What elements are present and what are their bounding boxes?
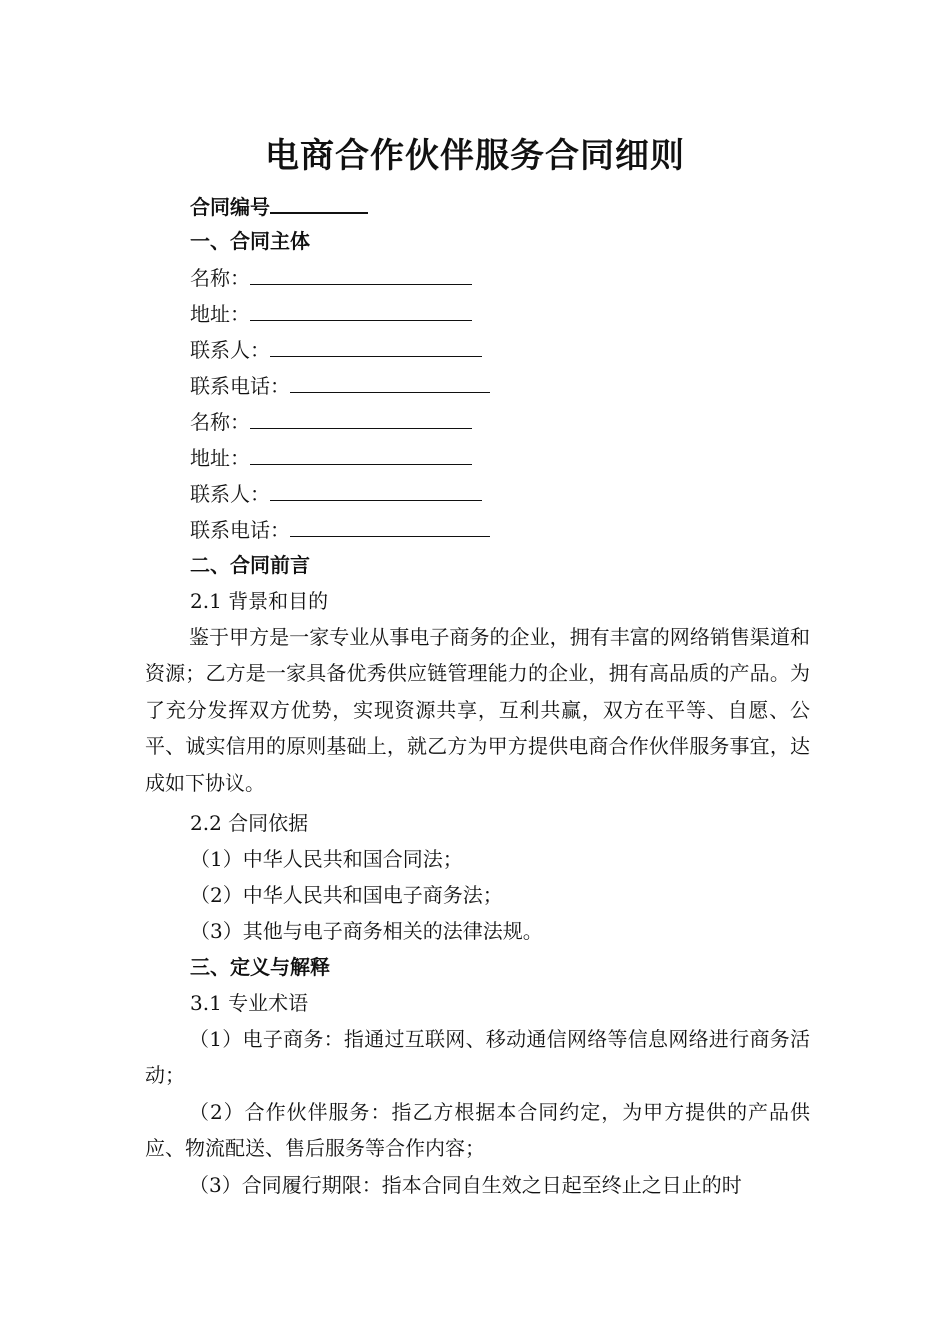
party-a-name-label: 名称： — [190, 266, 250, 290]
party-a-contact-line — [190, 336, 482, 363]
party-b-name-blank — [250, 408, 472, 429]
party-a-name-line — [190, 264, 472, 291]
section2-2-title: 2.2 合同依据 — [190, 811, 309, 835]
section1-heading: 一、合同主体 — [190, 229, 310, 253]
term-3-paragraph: （3）合同履行期限：指本合同自生效之日起至终止之日止的时 — [189, 1173, 742, 1197]
party-b-address-line — [190, 444, 472, 471]
document-title: 电商合作伙伴服务合同细则 — [265, 136, 685, 176]
section2-heading: 二、合同前言 — [190, 553, 310, 577]
party-b-address-blank — [250, 444, 472, 465]
party-a-address-label: 地址： — [190, 302, 250, 326]
party-a-name-blank — [250, 264, 472, 285]
party-b-contact-line — [190, 480, 482, 507]
party-b-address-label: 地址： — [190, 446, 250, 470]
party-a-address-blank — [250, 300, 472, 321]
party-a-contact-blank — [270, 336, 482, 357]
party-a-contact-label: 联系人： — [190, 338, 270, 362]
basis-item-2: （2）中华人民共和国电子商务法； — [190, 883, 503, 907]
party-b-contact-label: 联系人： — [190, 482, 270, 506]
party-b-name-line — [190, 408, 472, 435]
section2-1-title: 2.1 背景和目的 — [190, 589, 329, 613]
party-b-phone-label: 联系电话： — [190, 518, 290, 542]
party-a-phone-line — [190, 372, 490, 399]
contract-number-line — [190, 192, 368, 220]
party-a-address-line — [190, 300, 472, 327]
party-b-contact-blank — [270, 480, 482, 501]
party-b-name-label: 名称： — [190, 410, 250, 434]
section3-1-title: 3.1 专业术语 — [190, 991, 309, 1015]
party-b-phone-blank — [290, 516, 490, 537]
basis-item-3: （3）其他与电子商务相关的法律法规。 — [190, 919, 543, 943]
background-paragraph: 鉴于甲方是一家专业从事电子商务的企业，拥有丰富的网络销售渠道和资源；乙方是一家具备优秀供应链管理能力的企业，拥有高品质的产品。为了充分发挥双方优势，实现资源共享，互利共赢，双方在平等、自愿、公平、诚实信用的原则基础上，就乙方为甲方提供电商合作伙伴服务事宜，达成如下协议。 — [145, 625, 810, 795]
contract-number-blank — [270, 192, 368, 214]
party-a-phone-blank — [290, 372, 490, 393]
party-a-phone-label: 联系电话： — [190, 374, 290, 398]
basis-item-1: （1）中华人民共和国合同法； — [190, 847, 463, 871]
contract-number-label: 合同编号 — [190, 195, 270, 219]
term-2-paragraph: （2）合作伙伴服务：指乙方根据本合同约定，为甲方提供的产品供应、物流配送、售后服务等合作内容； — [145, 1100, 810, 1161]
party-b-phone-line — [190, 516, 490, 543]
term-1-paragraph: （1）电子商务：指通过互联网、移动通信网络等信息网络进行商务活动； — [145, 1027, 810, 1088]
section3-heading: 三、定义与解释 — [190, 955, 330, 979]
